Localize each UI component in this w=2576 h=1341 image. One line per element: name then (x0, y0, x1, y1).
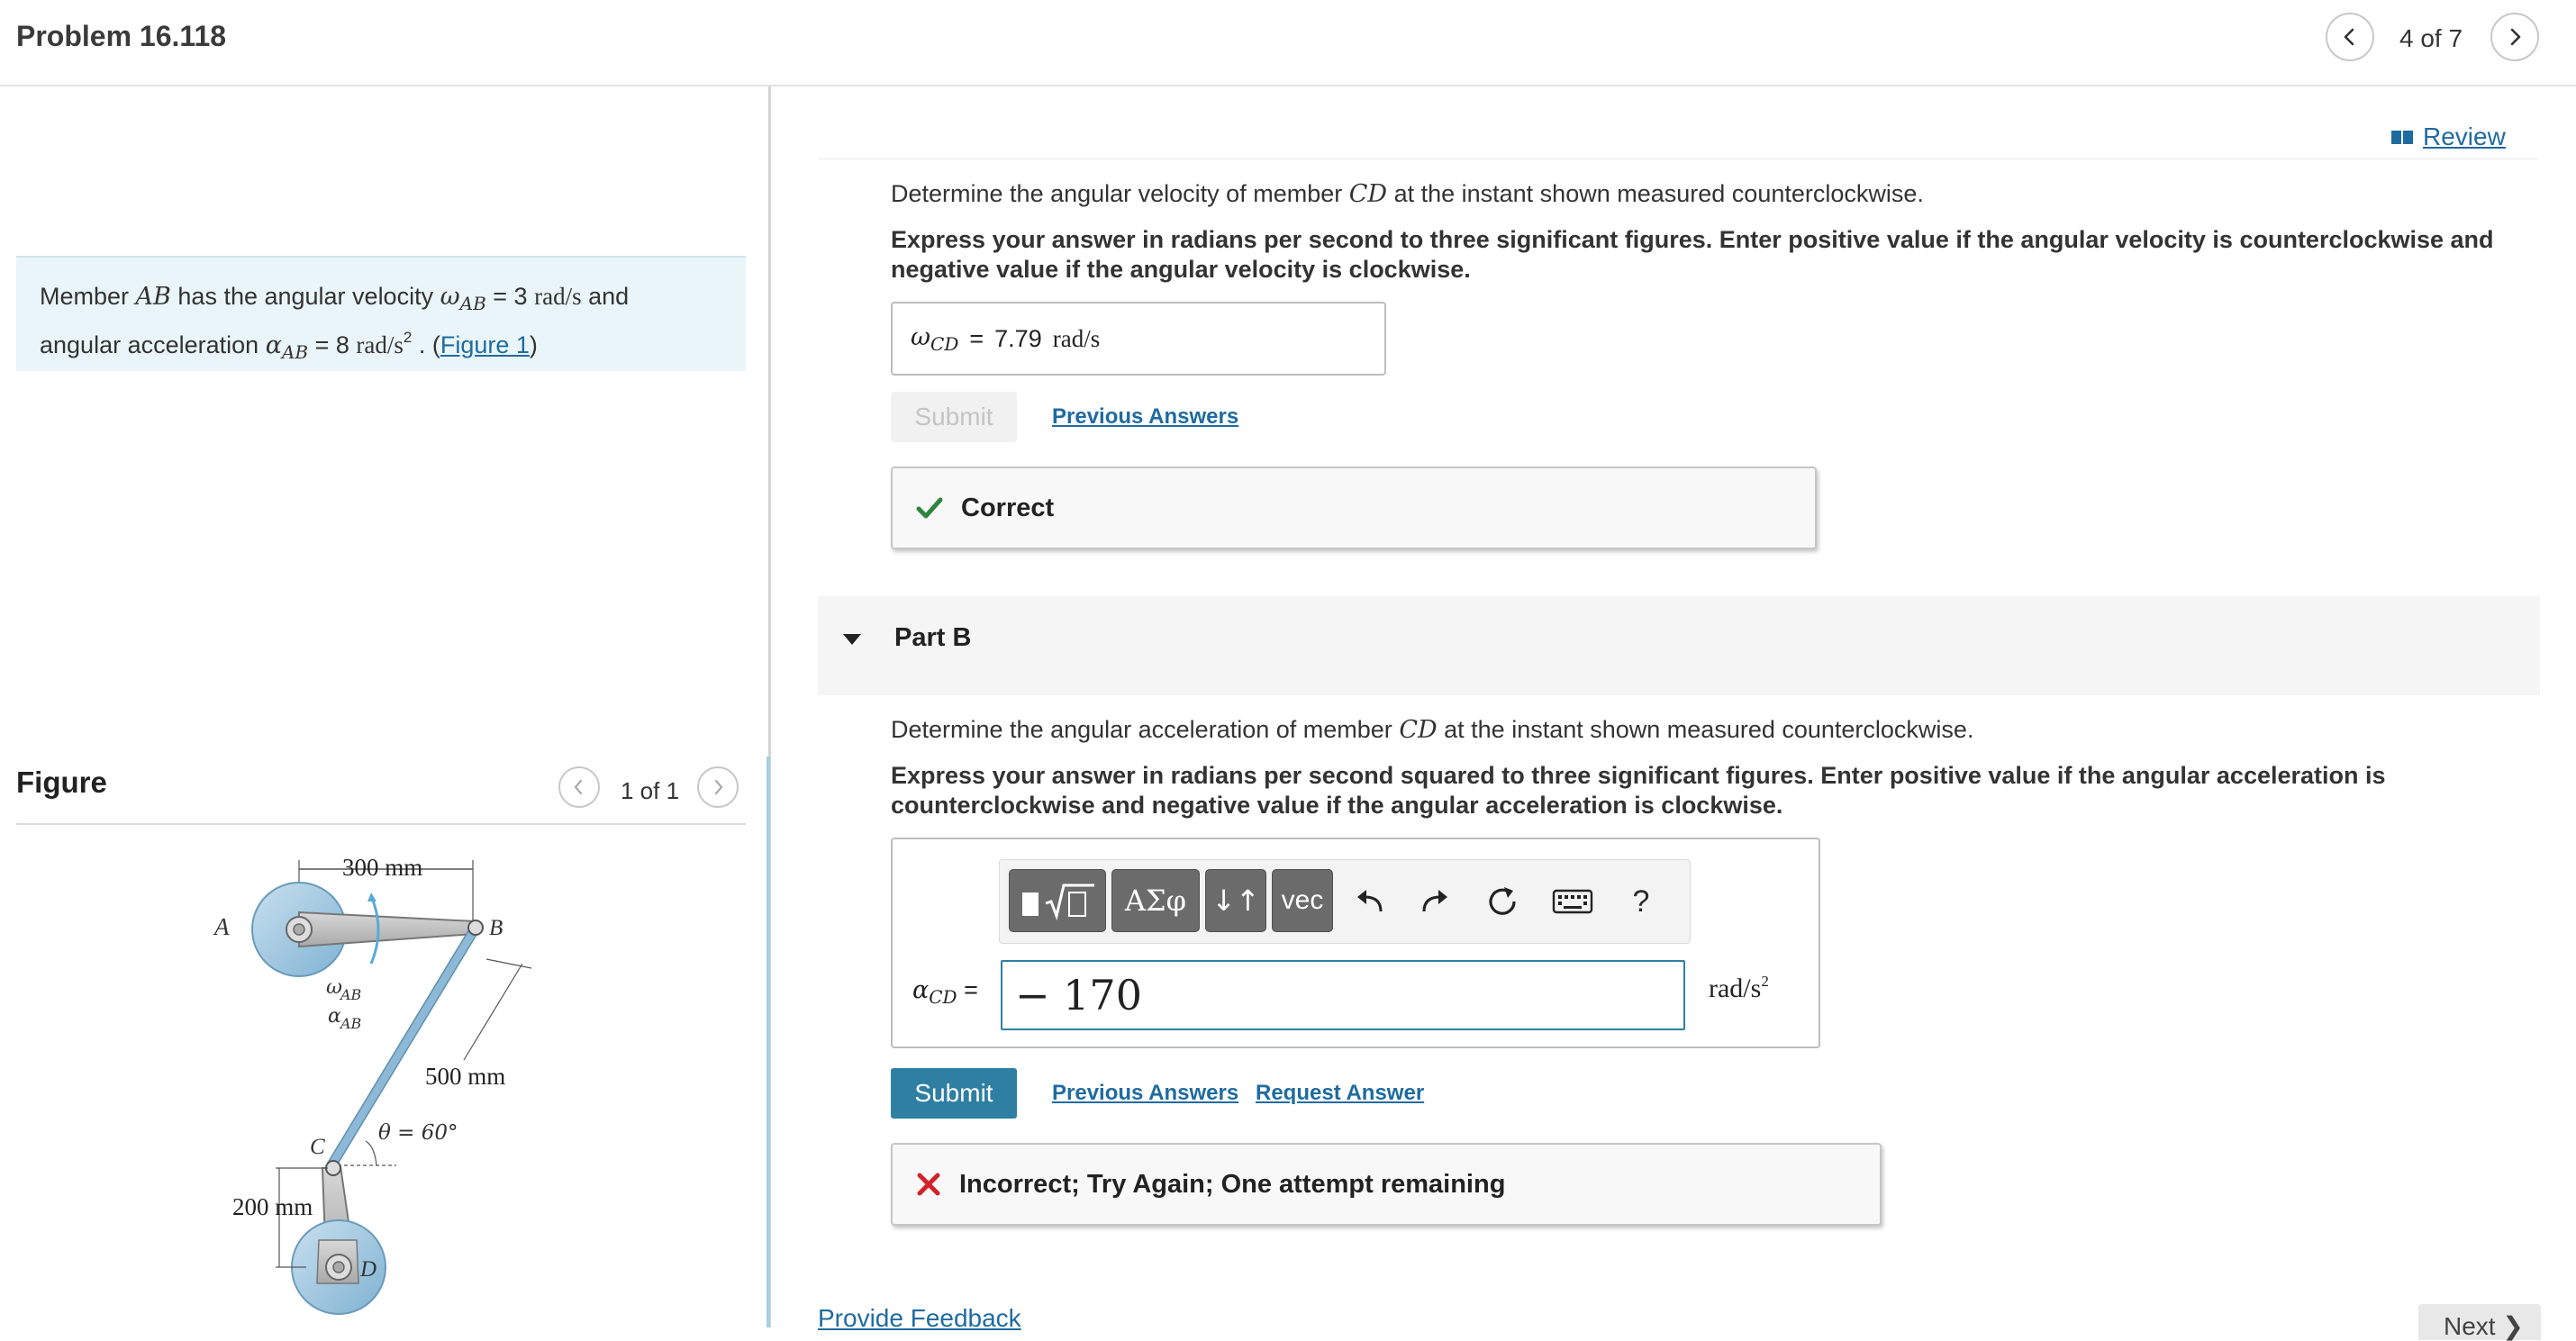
part-b-answer-input[interactable]: − 170 (1001, 960, 1685, 1030)
keyboard-icon[interactable] (1546, 878, 1600, 925)
part-b-label: Part B (894, 623, 972, 652)
problem-statement: Member AB has the angular velocity $\omega_{AB} = 3$ rad/s and angular acceleration $\alpha_{AB} = 8$ rad/$s^2$ . (Figure 1) (16, 256, 746, 371)
link-ab (299, 912, 475, 947)
help-icon[interactable]: ? (1632, 883, 1650, 919)
figure-count: 1 of 1 (621, 777, 680, 804)
part-a-instructions: Express your answer in radians per second to three significant figures. Enter positive value if the angular velocity is counterclockwise and negative value if the angular velocity is clockwise. (891, 226, 2494, 283)
part-b-header[interactable] (818, 596, 2540, 695)
part-b-variable-label: $\alpha_{CD}$ = (912, 976, 978, 1008)
vector-button[interactable]: vec (1272, 869, 1333, 932)
dim-bc-label: 500 mm (425, 1063, 506, 1090)
caret-down-icon (841, 632, 863, 647)
dim-ab-label: 300 mm (342, 854, 423, 881)
provide-feedback-link[interactable]: Provide Feedback (818, 1304, 1021, 1332)
chevron-right-icon (710, 779, 726, 795)
part-a-previous-answers-link[interactable]: Previous Answers (1052, 404, 1239, 429)
review-link[interactable]: Review (2390, 122, 2506, 151)
x-mark-icon (916, 1172, 941, 1197)
svg-text:α: α (328, 1005, 341, 1028)
figure-next-button[interactable] (697, 766, 739, 808)
dim-cd-label: 200 mm (232, 1193, 313, 1220)
chevron-right-icon (2505, 27, 2525, 47)
problem-position: 4 of 7 (2399, 24, 2463, 52)
next-problem-button[interactable] (2490, 13, 2539, 61)
part-a-feedback: Correct (891, 467, 1817, 549)
svg-text:ω: ω (326, 976, 342, 999)
checkmark-icon (916, 496, 943, 520)
part-b-submit-button[interactable]: Submit (891, 1068, 1017, 1119)
part-a-answer-value: 7.79 (994, 324, 1042, 352)
part-a-answer-box: $\omega_{CD}$ = 7.79 rad/s (891, 302, 1386, 376)
figure-link[interactable]: Figure 1 (440, 331, 530, 358)
part-b-answer-box (891, 838, 1820, 1048)
redo-icon[interactable] (1412, 878, 1459, 925)
part-b-previous-answers-link[interactable]: Previous Answers (1052, 1081, 1239, 1105)
math-toolbar (999, 859, 1691, 944)
greek-symbols-button[interactable]: ΑΣφ (1111, 869, 1200, 932)
top-bar (0, 0, 2576, 86)
part-b-feedback: Incorrect; Try Again; One attempt remaining (891, 1143, 1882, 1226)
part-b-request-answer-link[interactable]: Request Answer (1256, 1081, 1425, 1105)
label-d: D (360, 1257, 377, 1282)
mechanism-figure (216, 842, 567, 1319)
pane-scroll-indicator (766, 757, 770, 1327)
figure-heading: Figure (16, 766, 107, 799)
part-b-question: Determine the angular acceleration of member CD at the instant shown measured counterclockwise. (891, 716, 1974, 744)
figure-divider (16, 823, 746, 825)
next-button[interactable]: Next ❯ (2418, 1304, 2541, 1340)
templates-button[interactable] (1009, 869, 1106, 932)
figure-prev-button[interactable] (558, 766, 600, 808)
undo-icon[interactable] (1346, 878, 1392, 925)
theta-label: θ = 60° (378, 1121, 458, 1145)
part-a-question: Determine the angular velocity of member CD at the instant shown measured counterclockwise. (891, 180, 1924, 208)
part-b-instructions: Express your answer in radians per second squared to three significant figures. Enter positive value if the angular acceleration is counterclockwise and negative value if the angular acceleration is clockwise. (891, 762, 2386, 819)
arrows-button[interactable]: ↓↑ (1205, 869, 1266, 932)
chevron-left-icon (571, 779, 587, 795)
part-b-unit-label: rad/$s^2$ (1709, 973, 1769, 1003)
label-b: B (489, 916, 503, 940)
svg-text:AB: AB (340, 986, 362, 1003)
book-icon (2390, 128, 2414, 146)
part-a-submit-button[interactable]: Submit (891, 392, 1017, 442)
radical-template-icon (1019, 880, 1096, 921)
problem-title: Problem 16.118 (16, 20, 227, 52)
previous-problem-button[interactable] (2326, 13, 2374, 61)
label-a: A (214, 913, 230, 940)
member-ab: AB (135, 283, 171, 311)
reset-icon[interactable] (1479, 878, 1526, 925)
label-c: C (310, 1135, 325, 1159)
chevron-left-icon (2340, 27, 2360, 47)
svg-text:AB: AB (340, 1015, 362, 1032)
